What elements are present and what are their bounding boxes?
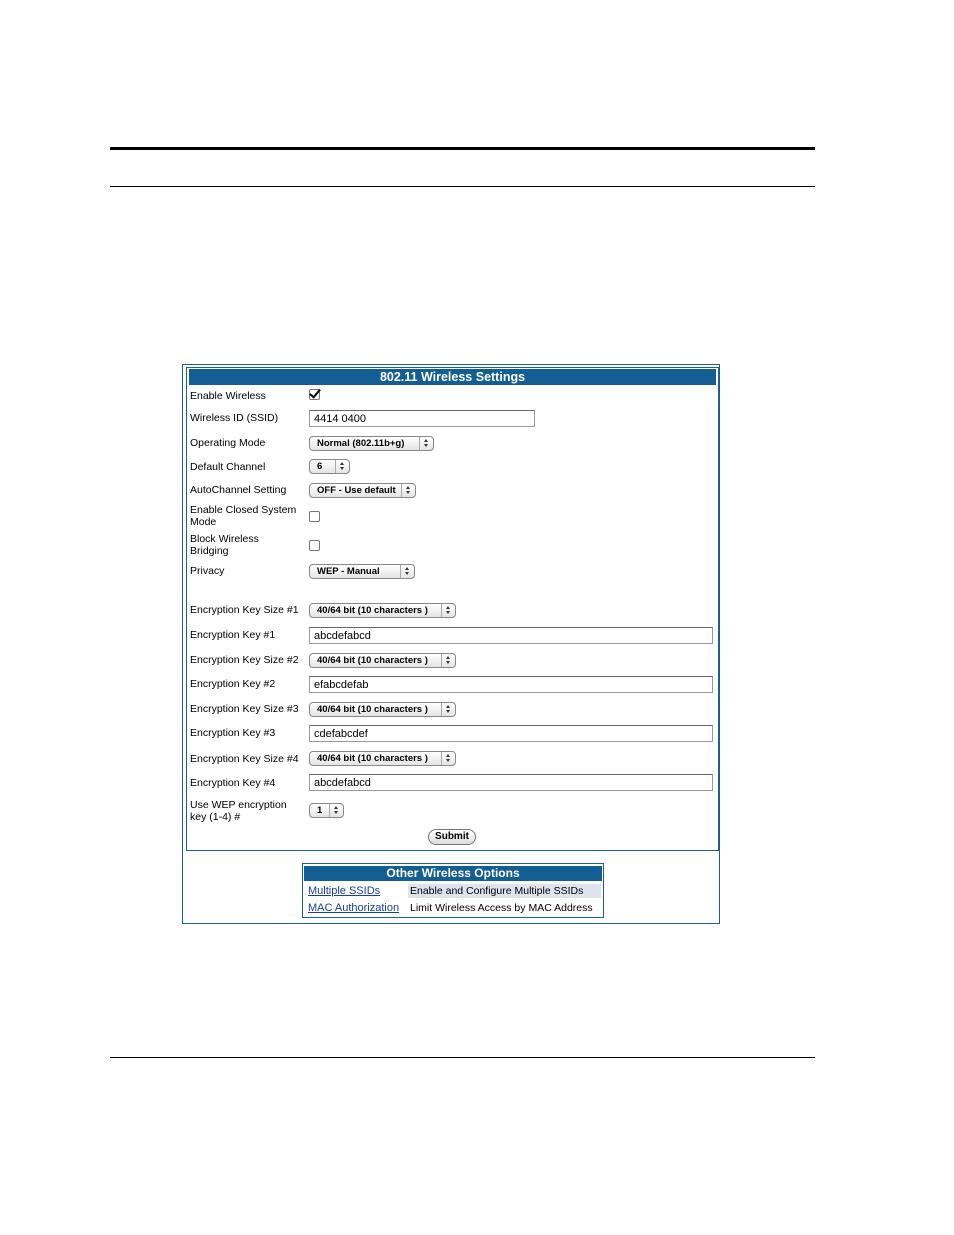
key-3-label: Encryption Key #3	[190, 727, 276, 739]
header-rule-thick	[110, 147, 815, 150]
operating-mode-label: Operating Mode	[190, 437, 266, 449]
autochannel-label: AutoChannel Setting	[190, 484, 287, 496]
key-size-1-value: 40/64 bit (10 characters )	[317, 605, 428, 616]
key-2-label: Encryption Key #2	[190, 678, 276, 690]
multiple-ssids-link[interactable]: Multiple SSIDs	[308, 885, 381, 897]
ssid-label: Wireless ID (SSID)	[190, 412, 279, 424]
key-size-2-select[interactable]	[309, 653, 456, 668]
key-size-3-value: 40/64 bit (10 characters )	[317, 704, 428, 715]
closed-system-label: Enable Closed System Mode	[190, 504, 297, 528]
select-arrows-icon	[441, 752, 455, 765]
panel-title: 802.11 Wireless Settings	[189, 369, 716, 385]
wep-key-index-label: Use WEP encryption key (1-4) #	[190, 799, 287, 823]
operating-mode-value: Normal (802.11b+g)	[317, 438, 405, 449]
operating-mode-select[interactable]	[309, 436, 434, 451]
key-size-1-select[interactable]	[309, 603, 456, 618]
privacy-label: Privacy	[190, 565, 225, 577]
mac-authorization-link[interactable]: MAC Authorization	[308, 902, 400, 914]
key-size-1-label: Encryption Key Size #1	[190, 604, 299, 616]
select-arrows-icon	[329, 804, 343, 817]
closed-system-checkbox[interactable]	[309, 511, 320, 522]
key-1-label: Encryption Key #1	[190, 629, 276, 641]
key-4-label: Encryption Key #4	[190, 777, 276, 789]
key-size-4-label: Encryption Key Size #4	[190, 753, 299, 765]
wep-key-index-value: 1	[317, 805, 323, 816]
header-rule-thin	[110, 186, 815, 187]
default-channel-select[interactable]	[309, 459, 350, 474]
autochannel-select[interactable]	[309, 483, 416, 498]
default-channel-value: 6	[317, 461, 323, 472]
multiple-ssids-description: Enable and Configure Multiple SSIDs	[408, 884, 601, 898]
submit-button[interactable]: Submit	[428, 829, 476, 845]
select-arrows-icon	[441, 654, 455, 667]
select-arrows-icon	[335, 460, 349, 473]
select-arrows-icon	[400, 565, 414, 578]
ssid-input[interactable]: 4414 0400	[309, 410, 535, 427]
wep-key-index-select[interactable]	[309, 803, 344, 818]
block-bridging-label: Block Wireless Bridging	[190, 533, 259, 557]
key-size-4-select[interactable]	[309, 751, 456, 766]
key-size-2-value: 40/64 bit (10 characters )	[317, 655, 428, 666]
autochannel-value: OFF - Use default	[317, 485, 396, 496]
select-arrows-icon	[441, 703, 455, 716]
key-2-input[interactable]: efabcdefab	[309, 676, 713, 693]
key-1-input[interactable]: abcdefabcd	[309, 627, 713, 644]
enable-wireless-checkbox[interactable]	[309, 389, 320, 400]
footer-rule	[110, 1057, 815, 1058]
key-size-4-value: 40/64 bit (10 characters )	[317, 753, 428, 764]
select-arrows-icon	[401, 484, 415, 497]
select-arrows-icon	[419, 437, 433, 450]
key-4-input[interactable]: abcdefabcd	[309, 774, 713, 791]
key-size-2-label: Encryption Key Size #2	[190, 654, 299, 666]
select-arrows-icon	[441, 604, 455, 617]
default-channel-label: Default Channel	[190, 461, 266, 473]
privacy-select[interactable]	[309, 564, 415, 579]
key-size-3-label: Encryption Key Size #3	[190, 703, 299, 715]
key-size-3-select[interactable]	[309, 702, 456, 717]
enable-wireless-label: Enable Wireless	[190, 390, 266, 402]
mac-authorization-description: Limit Wireless Access by MAC Address	[410, 902, 593, 914]
block-bridging-checkbox[interactable]	[309, 540, 320, 551]
key-3-input[interactable]: cdefabcdef	[309, 725, 713, 742]
privacy-value: WEP - Manual	[317, 566, 380, 577]
other-options-title: Other Wireless Options	[304, 866, 602, 881]
